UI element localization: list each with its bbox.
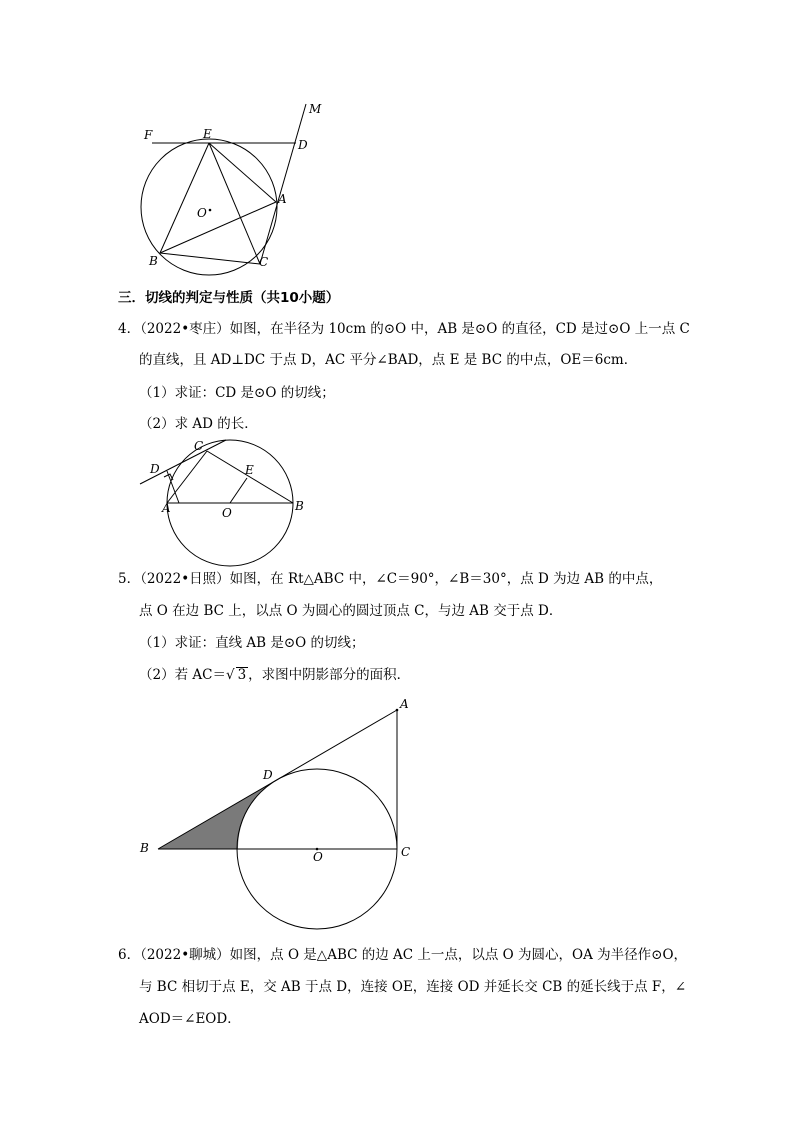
q4-line2: 的直线，且 AD⊥DC 于点 D，AC 平分∠BAD，点 E 是 BC 的中点，OE＝6cm． xyxy=(139,352,638,368)
label-d-q4: D xyxy=(150,462,160,476)
q4-part1: （1）求证：CD 是⊙O 的切线； xyxy=(139,385,335,401)
label-o-q5: O xyxy=(313,850,323,864)
label-d-q5: D xyxy=(263,768,273,782)
segment-ba xyxy=(158,710,397,849)
q5-line1: 5．（2022•日照）如图，在 Rt△ABC 中，∠C＝90°，∠B＝30°，点 D 为边 AB 的中点， xyxy=(118,571,663,587)
label-e-q4: E xyxy=(245,463,254,477)
label-c-q5: C xyxy=(401,845,411,859)
label-o-q4: O xyxy=(222,506,232,520)
label-a-q5: A xyxy=(400,697,409,711)
label-d: D xyxy=(298,138,308,152)
q5-part2-post: ，求图中阴影部分的面积． xyxy=(248,667,411,683)
label-a: A xyxy=(278,192,287,206)
label-b: B xyxy=(149,254,158,268)
q6-line3: AOD＝∠EOD． xyxy=(139,1011,241,1027)
q5-line2: 点 O 在边 BC 上，以点 O 为圆心的圆过顶点 C，与边 AB 交于点 D． xyxy=(139,603,563,619)
section-heading: 三．切线的判定与性质（共10小题） xyxy=(118,290,340,306)
label-o: O xyxy=(197,206,207,220)
label-c: C xyxy=(259,255,269,269)
label-b-q5: B xyxy=(140,841,149,855)
point-a xyxy=(396,709,399,712)
label-c-q4: C xyxy=(194,439,204,453)
q4-line1: 4．（2022•枣庄）如图，在半径为 10cm 的⊙O 中，AB 是⊙O 的直径，CD 是过⊙O 上一点 C xyxy=(118,321,690,337)
label-b-q4: B xyxy=(295,499,304,513)
q5-part2-pre: （2）若 AC＝ xyxy=(139,667,226,683)
q5-part1: （1）求证：直线 AB 是⊙O 的切线； xyxy=(139,635,365,651)
label-f: F xyxy=(144,128,153,142)
label-a-q4: A xyxy=(162,501,171,515)
q4-part2: （2）求 AD 的长． xyxy=(139,416,258,432)
sqrt-sign: √ xyxy=(225,667,235,683)
q6-line1: 6．（2022•聊城）如图，点 O 是△ABC 的边 AC 上一点，以点 O 为圆心，OA 为半径作⊙O， xyxy=(118,947,688,963)
q6-line2: 与 BC 相切于点 E，交 AB 于点 D，连接 OE，连接 OD 并延长交 CB 的延长线于点 F，∠ xyxy=(139,979,687,995)
label-m: M xyxy=(309,102,322,116)
sqrt-radicand: 3 xyxy=(237,667,247,683)
label-e: E xyxy=(203,127,212,141)
